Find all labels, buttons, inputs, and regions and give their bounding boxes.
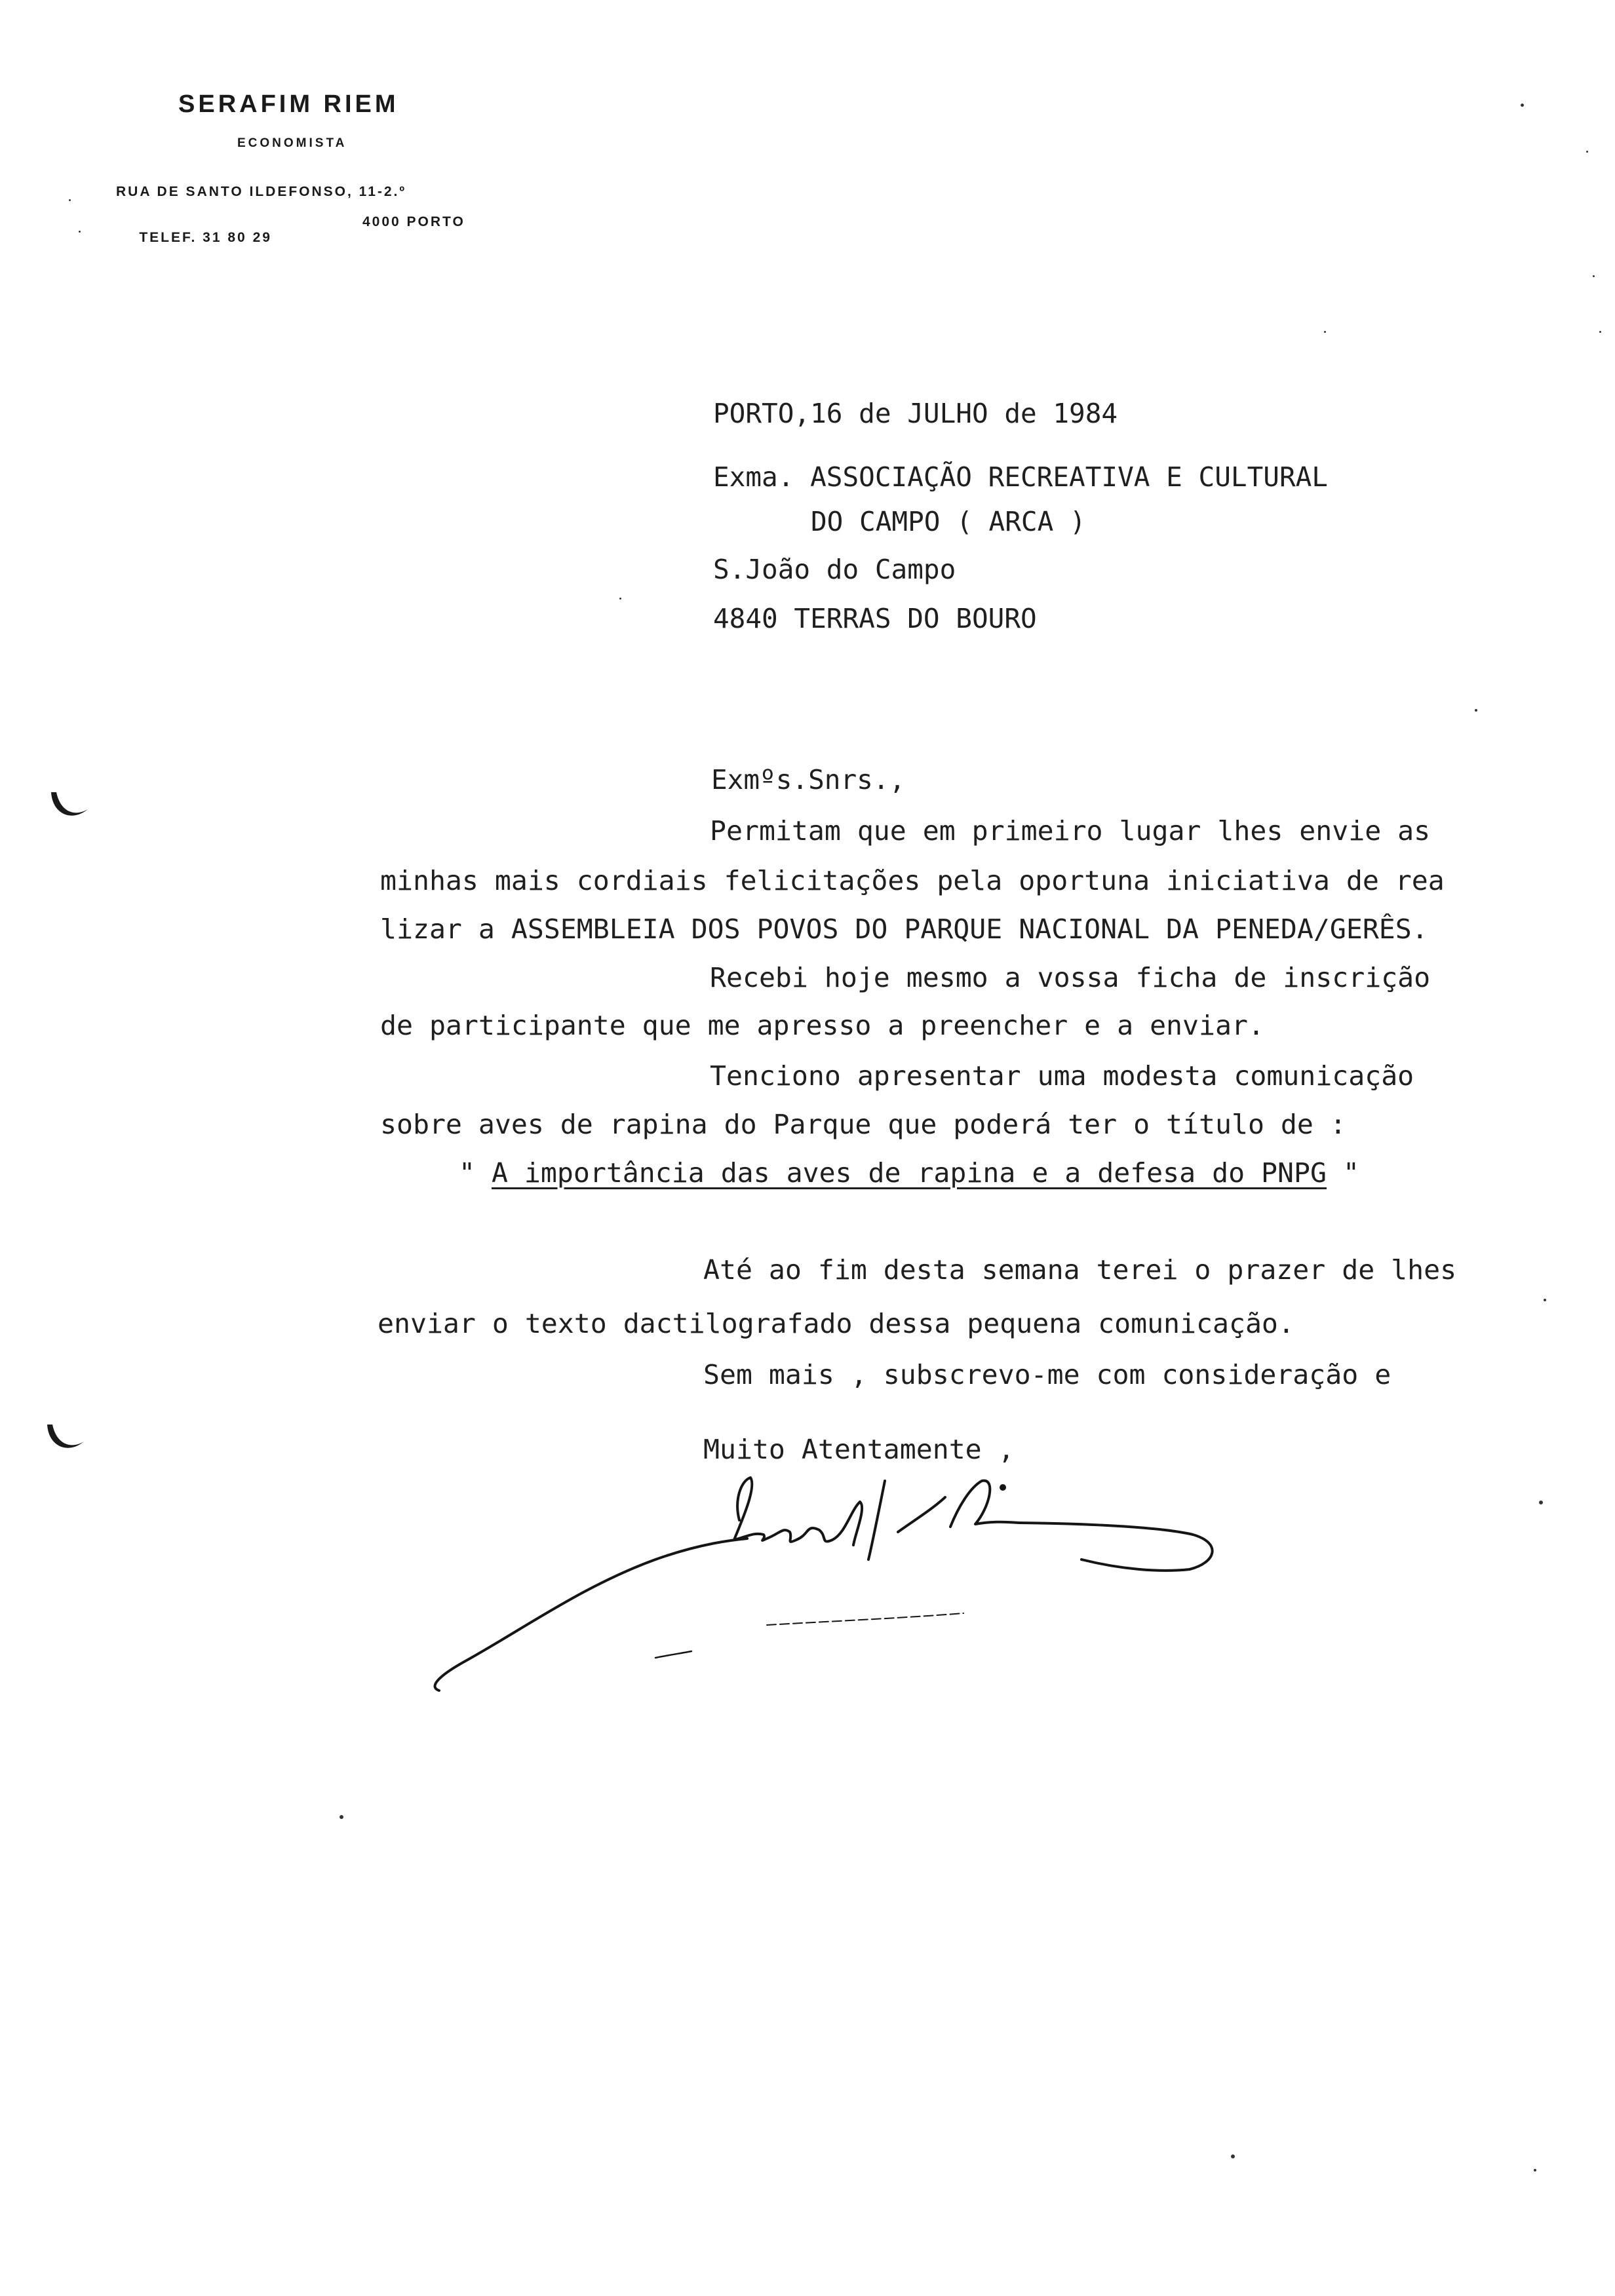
paragraph-2-line-1: Recebi hoje mesmo a vossa ficha de inscrição — [710, 962, 1431, 993]
recipient-line-3: S.João do Campo — [713, 554, 956, 585]
letter-date: PORTO,16 de JULHO de 1984 — [713, 398, 1118, 429]
paragraph-4-line-1: Até ao fim desta semana terei o prazer de lhes — [703, 1254, 1457, 1286]
recipient-line-1: Exma. ASSOCIAÇÃO RECREATIVA E CULTURAL — [713, 461, 1328, 493]
scan-speck — [1534, 2169, 1536, 2172]
scan-speck — [1324, 331, 1326, 333]
punch-hole-mark-top — [43, 783, 96, 829]
paragraph-5-line-1: Sem mais , subscrevo-me com consideração e — [703, 1359, 1391, 1390]
scan-speck — [79, 231, 81, 233]
salutation: Exmºs.Snrs., — [711, 764, 906, 795]
paragraph-1-line-2: minhas mais cordiais felicitações pela oportuna iniciativa de rea — [380, 865, 1445, 896]
letterhead-city: 4000 PORTO — [362, 214, 465, 229]
scan-speck — [1599, 331, 1601, 333]
letterhead-name: SERAFIM RIEM — [178, 90, 399, 118]
quote-close: " — [1326, 1157, 1359, 1189]
scan-speck — [1521, 104, 1524, 107]
paragraph-4-line-2: enviar o texto dactilografado dessa pequena comunicação. — [378, 1308, 1294, 1339]
scan-speck — [619, 598, 621, 600]
recipient-line-4: 4840 TERRAS DO BOURO — [713, 603, 1037, 634]
closing: Muito Atentamente , — [703, 1434, 1015, 1465]
scan-speck — [69, 199, 71, 201]
letterhead-profession: ECONOMISTA — [237, 136, 347, 150]
paragraph-1-line-1: Permitam que em primeiro lugar lhes envie as — [710, 815, 1431, 847]
quote-open: " — [459, 1157, 492, 1189]
punch-hole-mark-bottom — [39, 1415, 92, 1461]
recipient-line-2: DO CAMPO ( ARCA ) — [811, 506, 1086, 537]
communication-title — [459, 1155, 1359, 1191]
letterhead-phone-row — [116, 214, 465, 277]
scan-speck — [340, 1815, 343, 1819]
scan-speck — [1544, 1299, 1546, 1301]
signature-mark — [426, 1461, 1245, 1710]
letterhead-address: RUA DE SANTO ILDEFONSO, 11-2.º — [116, 184, 407, 199]
paragraph-1-line-3: lizar a ASSEMBLEIA DOS POVOS DO PARQUE NACIONAL DA PENEDA/GERÊS. — [380, 913, 1428, 945]
communication-title-text: A importância das aves de rapina e a defesa do PNPG — [491, 1157, 1327, 1189]
letterhead-phone: TELEF. 31 80 29 — [139, 230, 272, 245]
paragraph-2-line-2: de participante que me apresso a preencher e a enviar. — [380, 1010, 1264, 1041]
scan-speck — [1231, 2154, 1235, 2158]
paragraph-3-line-1: Tenciono apresentar uma modesta comunicação — [710, 1060, 1414, 1092]
scan-speck — [1539, 1501, 1543, 1504]
paragraph-3-line-2: sobre aves de rapina do Parque que poderá ter o título de : — [380, 1109, 1346, 1140]
scan-speck — [1475, 709, 1477, 712]
scan-speck — [1593, 275, 1595, 277]
scan-speck — [1586, 151, 1588, 153]
